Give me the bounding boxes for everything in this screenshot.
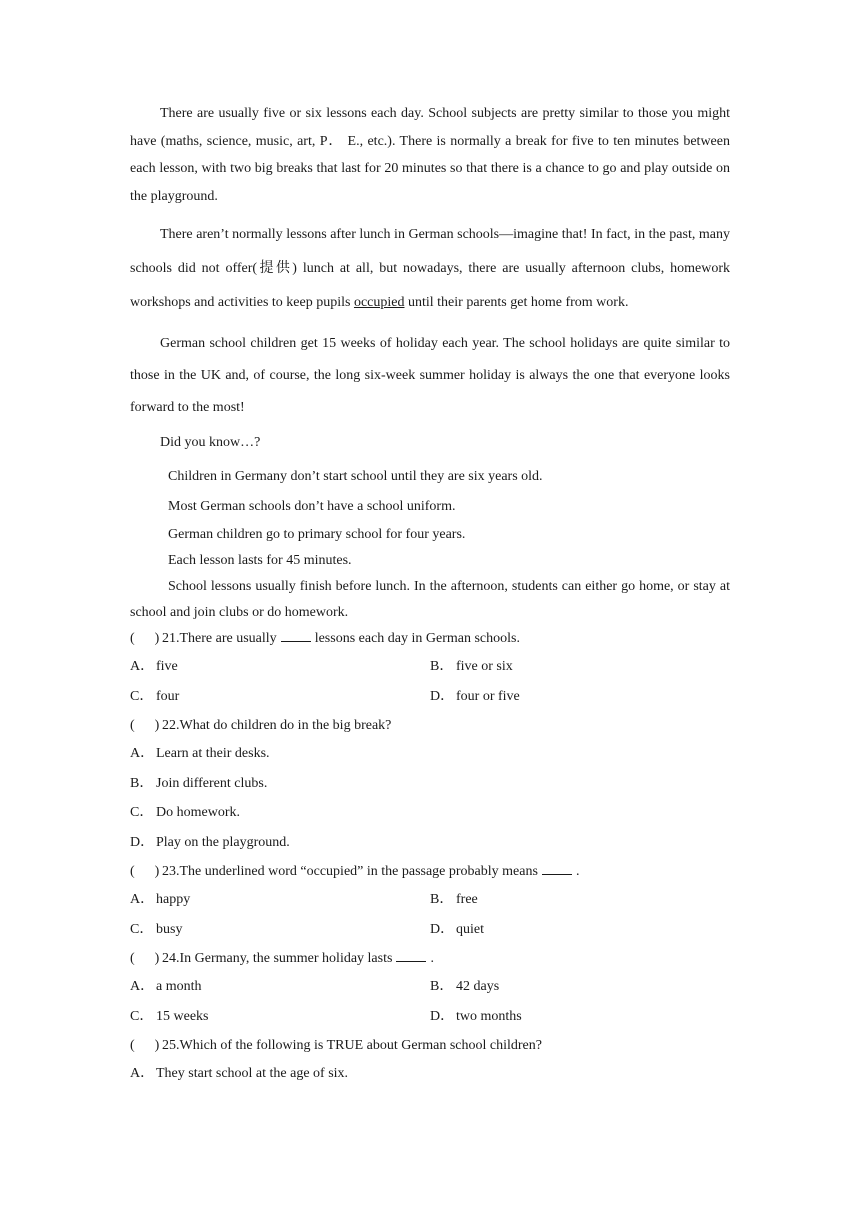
answer-blank (542, 862, 572, 875)
options-row (130, 917, 730, 947)
paragraph-2-text-before: There aren’t normally lessons after lunch in German schools—imagine that! In fact, in the past, many schools did not offer(提供) lunch at all, but nowadays, there are usually afternoon clubs, homework workshops and activities to keep pupils (130, 227, 730, 310)
fact-item: Children in Germany don’t start school until they are six years old. (168, 469, 543, 484)
question-stem-end: . (430, 951, 434, 966)
document-content (130, 100, 730, 1091)
question-stem-end: lessons each day in German schools. (314, 631, 520, 646)
question-22 (130, 713, 730, 741)
question-24 (130, 946, 730, 974)
question-23 (130, 859, 730, 887)
option-b[interactable]: B． free (430, 892, 478, 907)
question-stem: 22.What do children do in the big break? (162, 718, 392, 733)
option-c[interactable]: C． 15 weeks (130, 1008, 209, 1024)
answer-blank (396, 949, 426, 962)
answer-bracket[interactable]: ( ) (130, 864, 160, 879)
option-c[interactable]: C． four (130, 688, 180, 704)
option-a[interactable]: A． happy (130, 892, 191, 907)
answer-bracket[interactable]: ( ) (130, 631, 160, 646)
question-stem-end: . (575, 864, 580, 879)
answer-bracket[interactable]: ( ) (130, 1038, 160, 1053)
options-row (130, 684, 730, 714)
answer-blank (281, 629, 311, 642)
options-row (130, 654, 730, 684)
answer-bracket[interactable]: ( ) (130, 951, 160, 966)
paragraph-2-text-after: until their parents get home from work. (404, 295, 629, 310)
option-a[interactable]: A． five (130, 659, 178, 674)
option-b[interactable]: B． five or six (430, 659, 513, 674)
option-b[interactable]: B． Join different clubs. (130, 775, 268, 791)
question-stem: 21.There are usually (162, 631, 277, 646)
option-b[interactable]: B． 42 days (430, 979, 500, 994)
question-list (130, 626, 730, 1091)
option-d[interactable]: D． Play on the playground. (130, 834, 290, 850)
did-you-know-heading: Did you know…? (160, 435, 261, 450)
option-a[interactable]: A． Learn at their desks. (130, 746, 270, 761)
underlined-word: occupied (353, 295, 405, 310)
options-row (130, 974, 730, 1004)
option-c[interactable]: C． Do homework. (130, 805, 240, 820)
question-21 (130, 626, 730, 654)
option-d[interactable]: D． quiet (430, 921, 484, 937)
passage-paragraph-1: There are usually five or six lessons each day. School subjects are pretty similar to those you might have (maths, science, music, art, P． E., etc.). There is normally a break for five to ten minutes between each lesson, with two big breaks that last for 20 minutes so that there is a chance to go and play outside on the playground. (130, 106, 730, 204)
option-a[interactable]: A． a month (130, 979, 202, 994)
option-a[interactable]: A． They start school at the age of six. (130, 1066, 349, 1081)
fact-item: Each lesson lasts for 45 minutes. (168, 553, 352, 568)
question-stem: 24.In Germany, the summer holiday lasts (162, 951, 393, 966)
question-stem: 23.The underlined word “occupied” in the passage probably means (162, 864, 538, 879)
fact-item-wrapped: School lessons usually finish before lunch. In the afternoon, students can either go home, or stay at school and join clubs or do homework. (130, 579, 730, 620)
question-25 (130, 1033, 730, 1061)
option-d[interactable]: D． two months (430, 1008, 522, 1024)
options-row (130, 887, 730, 917)
option-c[interactable]: C． busy (130, 921, 183, 937)
passage-paragraph-3: German school children get 15 weeks of holiday each year. The school holidays are quite similar to those in the UK and, of course, the long six-week summer holiday is always the one that everyone looks forward to the most! (130, 336, 730, 415)
answer-bracket[interactable]: ( ) (130, 718, 160, 733)
question-stem: 25.Which of the following is TRUE about German school children? (162, 1038, 542, 1053)
passage-paragraph-2 (130, 218, 730, 320)
option-d[interactable]: D． four or five (430, 688, 520, 704)
options-row (130, 1004, 730, 1034)
fact-item: Most German schools don’t have a school uniform. (168, 499, 456, 514)
fact-item: German children go to primary school for four years. (168, 527, 466, 542)
